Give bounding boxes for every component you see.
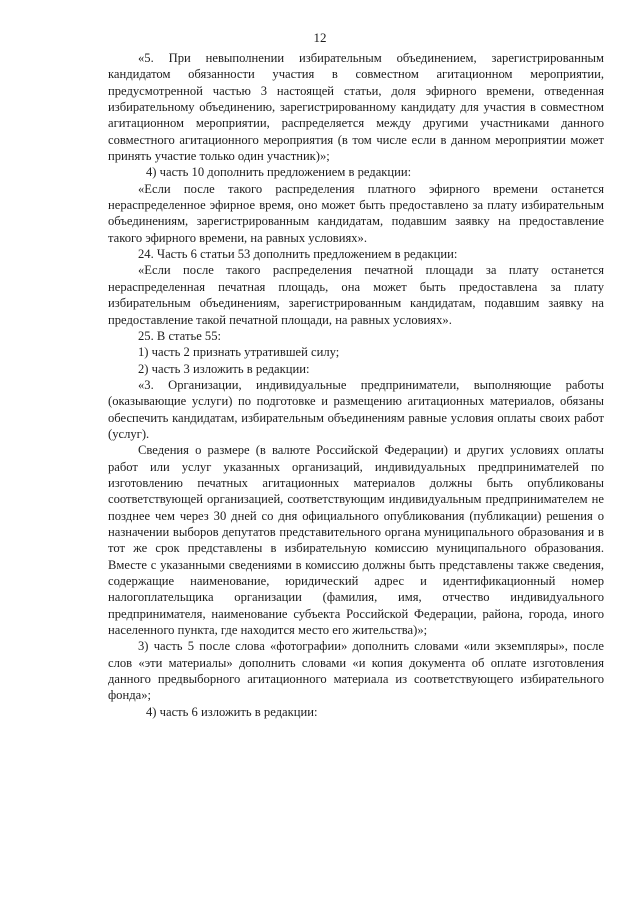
paragraph-item-25: 25. В статье 55: (138, 328, 222, 343)
paragraph-subitem-4: 4) часть 6 изложить в редакции: (146, 704, 318, 719)
paragraph-payment-info: Сведения о размере (в валюте Российской Федерации) и других условиях оплаты работ или услуг указанных организаций, индивидуальных предпринимателей по изготовлению печатных агитационных материалов должны быть опубликованы соответствующей организацией, соответствующим индивидуальным предпринимателем не позднее чем через 30 дней со дня официального опубликования (публикации) решения о назначении выборов депутатов представительного органа муниципального образования и в тот же срок представлены в избирательную комиссию муниципального образования. Вместе с указанными сведениями в комиссию должны быть представлены также сведения, содержащие наименование, юридический адрес и идентификационный номер налогоплательщика организации (фамилия, имя, отчество индивидуального предпринимателя, наименование субъекта Российской Федерации, района, города, иного населенного пункта, где находится место его жительства)»; (108, 443, 604, 638)
paragraph-quoted-print-space: «Если после такого распределения печатной площади за плату останется нераспределенная печатная площадь, она может быть предоставлена за плату избирательным объединениям, зарегистрированным кандидатам, подавшим заявку на предоставление такой печатной площади, на равных условиях». (108, 263, 604, 327)
document-body (108, 50, 604, 720)
paragraph-quoted-part-5: «5. При невыполнении избирательным объединением, зарегистрированным кандидатом обязанности участия в совместном агитационном мероприятии, предусмотренной частью 3 настоящей статьи, доля эфирного времени, отведенная избирательному объединению, зарегистрированному кандидату для участия в совместном агитационном мероприятии, распределяется между другими участниками данного совместного агитационного мероприятия (в том числе если в данном мероприятии может принять участие только один участник)»; (108, 51, 604, 164)
paragraph-subitem-2: 2) часть 3 изложить в редакции: (138, 361, 310, 376)
paragraph-subitem-3: 3) часть 5 после слова «фотографии» дополнить словами «или экземпляры», после слов «эти материалы» дополнить словами «и копия документа об оплате изготовления данного предвыборного агитационного материала из соответствующего избирательного фонда»; (108, 639, 604, 703)
paragraph-subitem-1: 1) часть 2 признать утратившей силу; (138, 345, 340, 360)
page-number: 12 (313, 30, 327, 45)
paragraph-quoted-airtime: «Если после такого распределения платного эфирного времени останется нераспределенное эфирное время, оно может быть предоставлено за плату избирательным объединениям, зарегистрированным кандидатам, подавшим заявку на предоставление такого эфирного времени, на равных условиях». (108, 181, 604, 245)
paragraph-quoted-part-3: «3. Организации, индивидуальные предприниматели, выполняющие работы (оказывающие услуги) по подготовке и размещению агитационных материалов, обязаны обеспечить кандидатам, избирательным объединениям равные условия оплаты своих работ (услуг). (108, 377, 604, 441)
paragraph-item-4-part-10: 4) часть 10 дополнить предложением в редакции: (146, 165, 412, 180)
paragraph-item-24: 24. Часть 6 статьи 53 дополнить предложением в редакции: (138, 247, 458, 262)
